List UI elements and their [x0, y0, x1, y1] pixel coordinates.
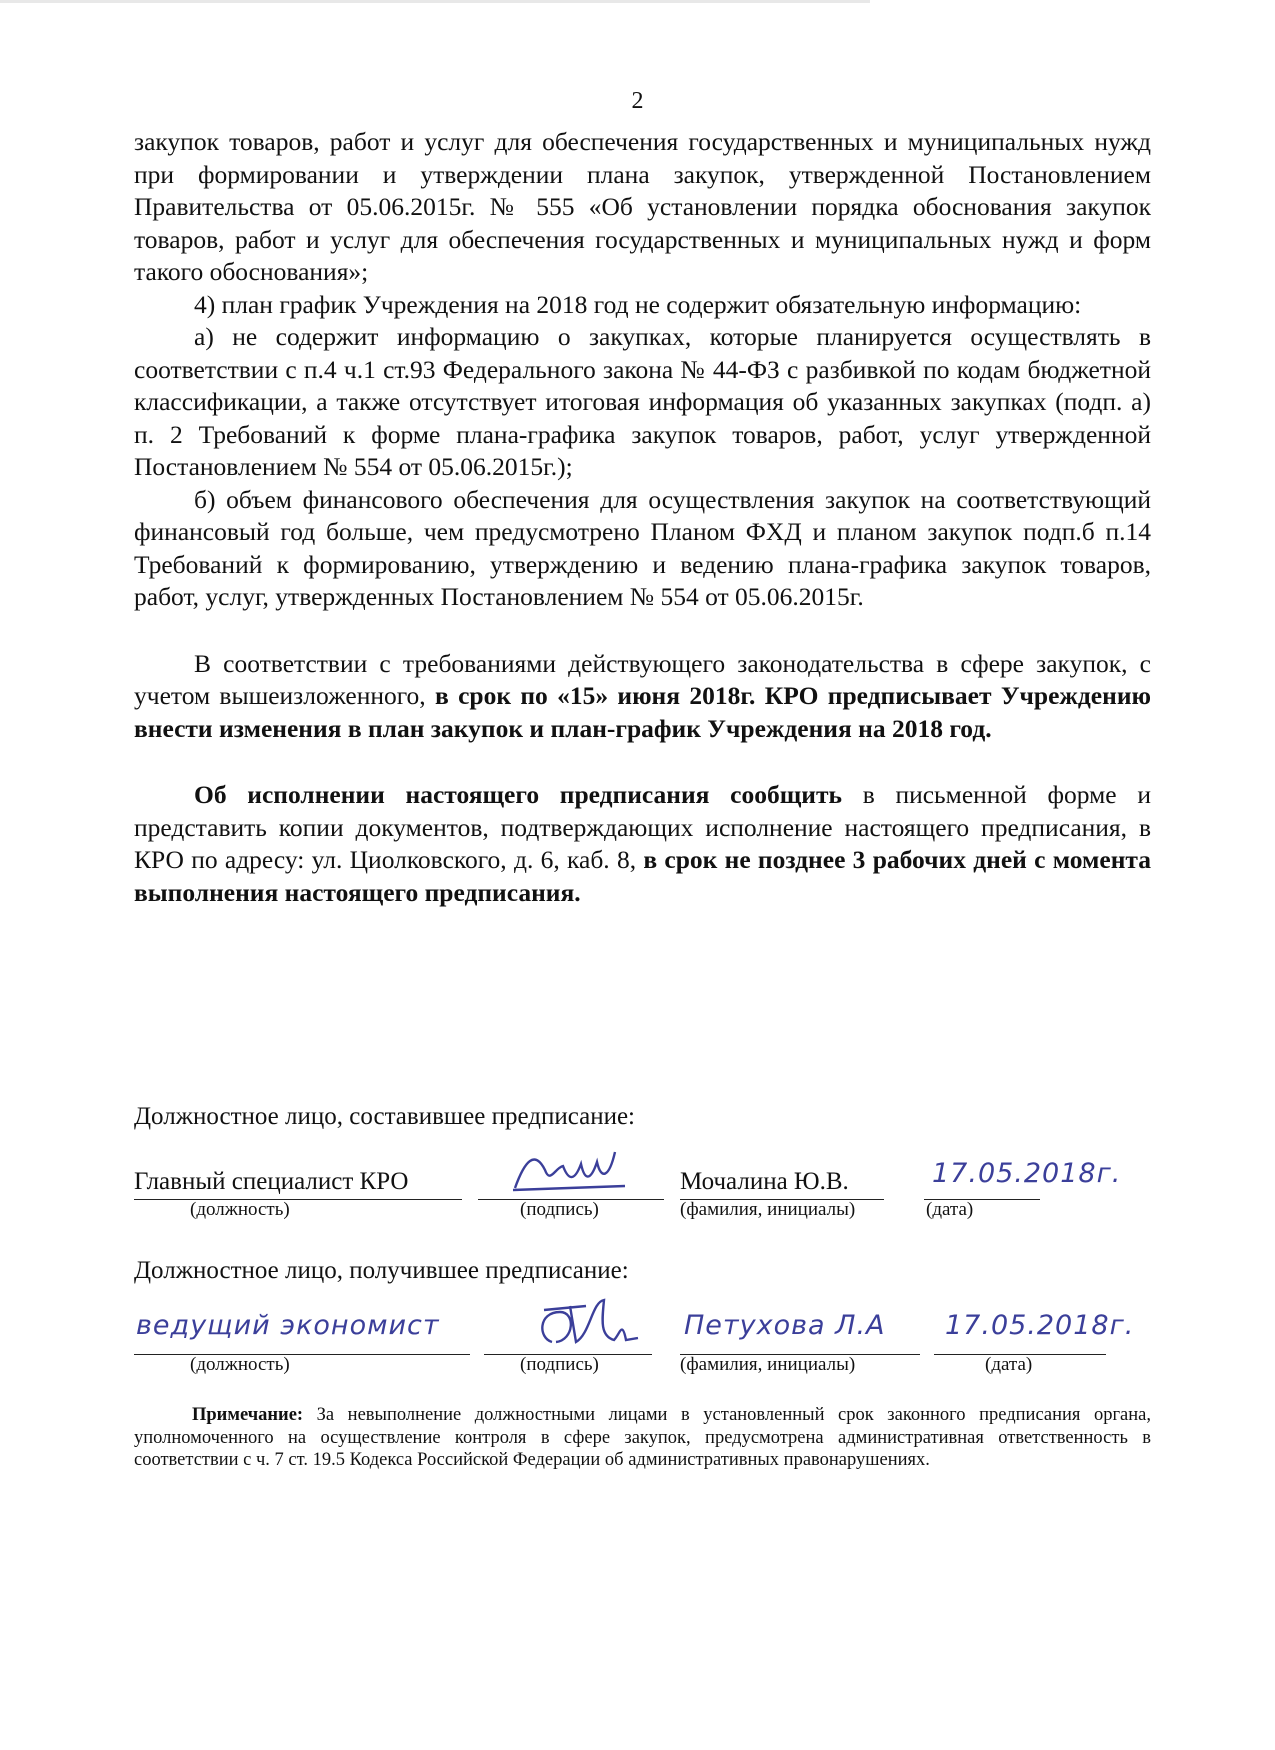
- paragraph-4: б) объем финансового обеспечения для осуществления закупок на соответствующий финансовый год больше, чем предусмотрено Планом ФХД и планом закупок подп.б п.14 Требований к формированию, утверждению и ведению плана-графика закупок товаров, работ, услуг, утвержденных Постановлением № 554 от 05.06.2015г.: [134, 484, 1151, 611]
- paragraph-6: [134, 779, 1151, 909]
- recipient-date: 17.05.2018г.: [945, 1310, 1135, 1341]
- scan-edge-mark: [0, 0, 870, 3]
- paragraph-6-bold-start: Об исполнении настоящего предписания сообщить: [194, 780, 842, 809]
- issuer-heading: Должностное лицо, составившее предписание:: [134, 1103, 636, 1130]
- paragraph-5-bold: в срок по «15» июня 2018г. КРО предписывает Учреждению внести изменения в план закупок и план-график Учреждения на 2018 год.: [134, 681, 1151, 743]
- recipient-caption-signature: (подпись): [520, 1354, 599, 1375]
- issuer-caption-date: (дата): [926, 1199, 974, 1220]
- recipient-signature: [530, 1290, 650, 1356]
- paragraph-5-text: В соответствии с требованиями действующего законодательства в сфере закупок, с учетом вышеизложенного,: [134, 648, 1151, 710]
- footnote-paragraph: [134, 1404, 1151, 1472]
- issuer-position: Главный специалист КРО: [134, 1168, 409, 1195]
- recipient-position: ведущий экономист: [136, 1310, 440, 1341]
- issuer-date: 17.05.2018г.: [932, 1158, 1122, 1189]
- issuer-caption-position: (должность): [190, 1199, 290, 1220]
- footnote-label: Примечание:: [192, 1405, 304, 1425]
- footnote-text: За невыполнение должностными лицами в установленный срок законного предписания органа, уполномоченного на осуществление контроля в сфере закупок, предусмотрена административная ответственность в соответствии с ч. 7 ст. 19.5 Кодекса Российской Федерации об административных правонарушениях.: [134, 1405, 1151, 1470]
- paragraph-3: а) не содержит информацию о закупках, которые планируется осуществлять в соответствии с п.4 ч.1 ст.93 Федерального закона № 44-ФЗ с разбивкой по кодам бюджетной классификации, а также отсутствует итоговая информация об указанных закупках (подп. а) п. 2 Требований к форме плана-графика закупок товаров, работ, услуг утвержденной Постановлением № 554 от 05.06.2015г.);: [134, 322, 1151, 481]
- recipient-caption-position: (должность): [190, 1354, 290, 1375]
- paragraph-5: [134, 648, 1151, 746]
- recipient-caption-date: (дата): [985, 1354, 1033, 1375]
- paragraph-1: закупок товаров, работ и услуг для обеспечения государственных и муниципальных нужд при формировании и утверждении плана закупок, утвержденной Постановлением Правительства от 05.06.2015г. № 555 «Об установлении порядка обоснования закупок товаров, работ и услуг для обеспечения государственных и муниципальных нужд и форм такого обоснования»;: [134, 127, 1151, 286]
- page-number: 2: [631, 88, 644, 114]
- document-body: [134, 126, 1151, 909]
- issuer-caption-signature: (подпись): [520, 1199, 599, 1220]
- issuer-caption-name: (фамилия, инициалы): [680, 1199, 856, 1220]
- issuer-position-line: [134, 1199, 462, 1200]
- footnote: [134, 1404, 1151, 1472]
- recipient-name: Петухова Л.А: [684, 1310, 886, 1341]
- paragraph-2: 4) план график Учреждения на 2018 год не содержит обязательную информацию:: [194, 289, 1082, 319]
- paragraph-6-bold-end: в срок не позднее 3 рабочих дней с момента выполнения настоящего предписания.: [134, 845, 1151, 907]
- issuer-signature: [505, 1140, 635, 1204]
- recipient-caption-name: (фамилия, инициалы): [680, 1354, 856, 1375]
- paragraph-6-text: в письменной форме и представить копии документов, подтверждающих исполнение настоящего предписания, в КРО по адресу: ул. Циолковского, д. 6, каб. 8,: [134, 780, 1151, 874]
- recipient-position-line: [134, 1354, 470, 1355]
- issuer-name: Мочалина Ю.В.: [680, 1168, 849, 1195]
- recipient-heading: Должностное лицо, получившее предписание:: [134, 1257, 629, 1284]
